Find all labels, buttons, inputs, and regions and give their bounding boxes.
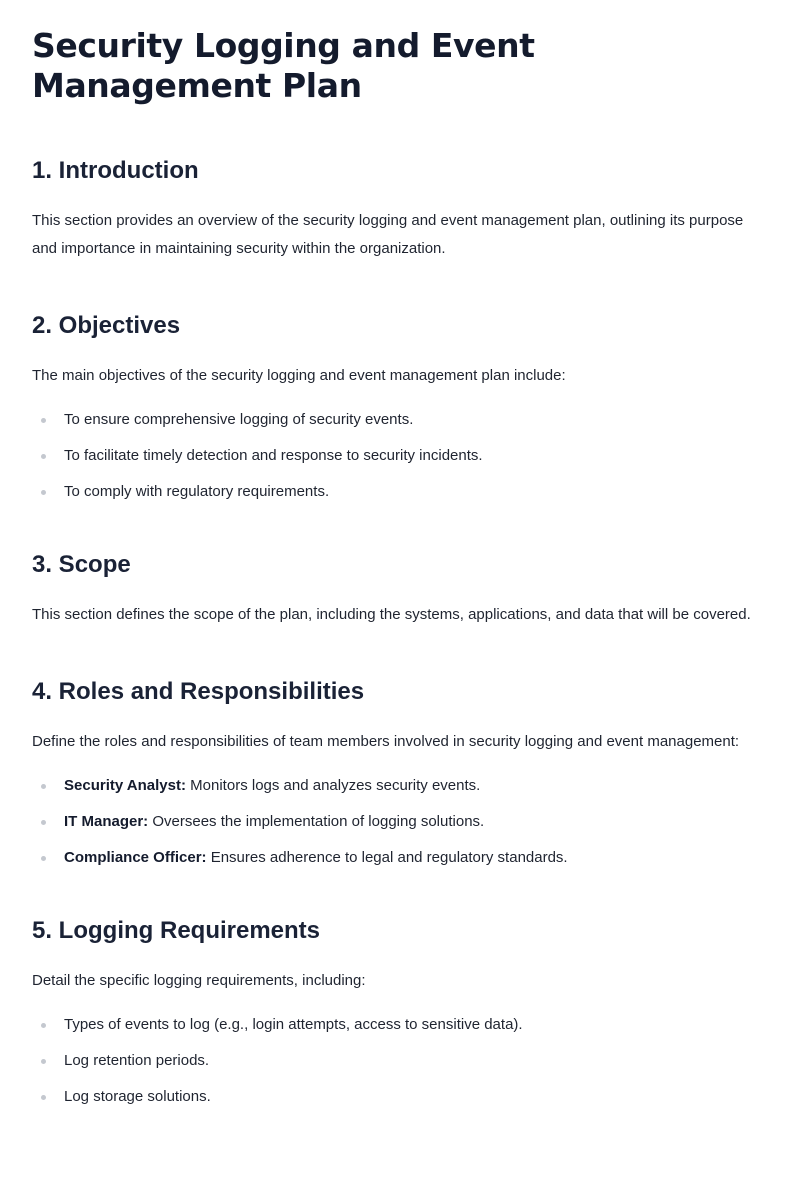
bullet-icon <box>41 856 46 861</box>
role-description: Monitors logs and analyzes security events. <box>190 777 481 794</box>
section-paragraph: The main objectives of the security logging and event management plan include: <box>32 367 566 384</box>
bullet-icon <box>41 820 46 825</box>
list-item <box>32 446 768 466</box>
section-heading: 4. Roles and Responsibilities <box>32 678 365 705</box>
section-paragraph: This section provides an overview of the security logging and event management plan, outlining its purpose and importance in maintaining security within the organization. <box>32 212 744 257</box>
roles-list <box>32 776 768 868</box>
section-paragraph: Define the roles and responsibilities of team members involved in security logging and event management: <box>32 733 740 750</box>
list-item <box>32 1087 768 1107</box>
section-paragraph: This section defines the scope of the plan, including the systems, applications, and data that will be covered. <box>32 606 751 623</box>
requirements-list <box>32 1015 768 1107</box>
section-objectives <box>32 311 768 502</box>
role-label: Compliance Officer: <box>64 849 207 866</box>
bullet-icon <box>41 454 46 459</box>
section-heading: 2. Objectives <box>32 312 181 339</box>
section-heading: 1. Introduction <box>32 157 199 184</box>
role-label: Security Analyst: <box>64 777 186 794</box>
page-title: Security Logging and Event Management Plan <box>32 26 535 105</box>
bullet-icon <box>41 784 46 789</box>
list-item <box>32 410 768 430</box>
list-item <box>32 848 768 868</box>
section-logging-requirements <box>32 916 768 1107</box>
objectives-list <box>32 410 768 502</box>
section-paragraph: Detail the specific logging requirements, including: <box>32 972 366 989</box>
section-heading: 5. Logging Requirements <box>32 917 321 944</box>
list-item-text: Log retention periods. <box>64 1052 210 1069</box>
bullet-icon <box>41 1059 46 1064</box>
role-description: Ensures adherence to legal and regulatory standards. <box>210 849 568 866</box>
list-item <box>32 776 768 796</box>
list-item-text: Log storage solutions. <box>64 1088 211 1105</box>
bullet-icon <box>41 1095 46 1100</box>
bullet-icon <box>41 418 46 423</box>
section-roles <box>32 677 768 868</box>
list-item <box>32 1051 768 1071</box>
list-item-text: To facilitate timely detection and response to security incidents. <box>64 447 483 464</box>
list-item-text: To ensure comprehensive logging of security events. <box>64 411 414 428</box>
section-scope <box>32 550 768 629</box>
list-item-text: Types of events to log (e.g., login attempts, access to sensitive data). <box>64 1016 523 1033</box>
section-heading: 3. Scope <box>32 551 131 578</box>
section-introduction <box>32 156 768 263</box>
role-label: IT Manager: <box>64 813 149 830</box>
list-item-text: To comply with regulatory requirements. <box>64 483 330 500</box>
role-description: Oversees the implementation of logging solutions. <box>152 813 485 830</box>
bullet-icon <box>41 490 46 495</box>
list-item <box>32 482 768 502</box>
list-item <box>32 1015 768 1035</box>
bullet-icon <box>41 1023 46 1028</box>
list-item <box>32 812 768 832</box>
